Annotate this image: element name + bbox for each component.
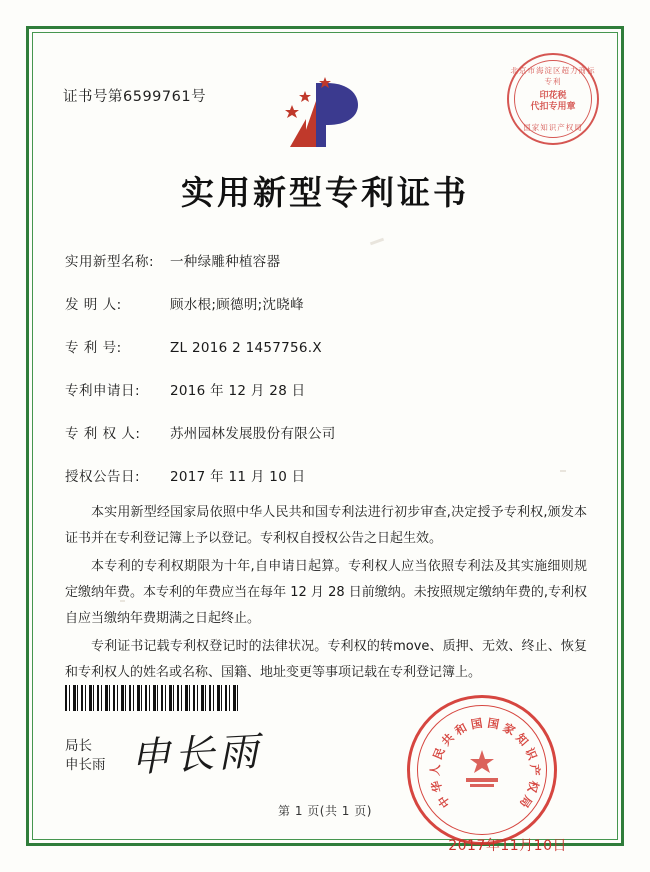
field-value: 2017 年 11 月 10 日 [170,469,306,485]
field-label: 发 明 人: [65,297,122,313]
patent-office-logo [270,75,380,155]
field-label: 专利申请日: [65,383,141,399]
barcode [65,685,240,711]
field-value: 顾水根;顾德明;沈晓峰 [170,297,304,313]
field-value: 一种绿雕种植容器 [170,254,281,270]
seal-ring-char: 识 [522,745,540,762]
field-row-utility-model-name [65,250,585,270]
seal-ring-char: 权 [524,779,542,795]
legal-paragraph: 本专利的专利权期限为十年,自申请日起算。专利权人应当依照专利法及其实施细则规定缴纳年费。本专利的年费应当在每年 12 月 28 日前缴纳。未按照规定缴纳年费的,专利权自应当缴纳年费期满之日起终止。 [65,559,587,626]
field-label: 实用新型名称: [65,254,155,270]
field-value: ZL 2016 2 1457756.X [170,340,322,356]
certificate-content [45,45,605,854]
legal-text-block [65,500,587,688]
seal-ring-char: 产 [527,763,543,777]
signature-title-line2: 申长雨 [65,757,106,773]
signature-title-block [65,737,106,775]
field-label: 专 利 号: [65,340,122,356]
page-title: 实用新型专利证书 [181,173,469,212]
field-row-inventor [65,293,585,313]
certificate-fields [65,250,585,508]
seal-arc-top: 北京市海淀区超力商标专利 [510,66,596,86]
field-row-grant-date [65,465,585,485]
field-row-application-date [65,379,585,399]
seal-ring-char: 国 [486,715,501,732]
page-footer: 第 1 页(共 1 页) [278,804,372,818]
field-row-patent-number [65,336,585,356]
certificate-number: 证书号第6599761号 [63,89,207,105]
seal-ring-char: 家 [500,720,518,739]
seal-ring-char: 共 [438,730,457,749]
seal-ring-char: 和 [452,720,470,739]
field-value: 苏州园林发展股份有限公司 [170,426,336,442]
legal-paragraph: 专利证书记载专利权登记时的法律状况。专利权的转move、质押、无效、终止、恢复和专利权人的姓名或名称、国籍、地址变更等事项记载在专利登记簿上。 [65,639,587,680]
seal-ring-char: 华 [428,779,446,795]
seal-ring-char: 人 [427,763,443,777]
signature-title-line1: 局长 [65,738,92,754]
seal-ring-char: 民 [430,745,448,762]
seal-date: 2017年11月10日 [448,838,567,854]
seal-ring-char: 知 [513,730,532,749]
field-value: 2016 年 12 月 28 日 [170,383,306,399]
handwritten-signature: 申长雨 [129,728,264,782]
seal-ring-char: 国 [469,715,484,732]
national-emblem-icon [454,744,510,796]
field-label: 专 利 权 人: [65,426,141,442]
seal-center-text: 印花税 代扣专用章 [530,91,576,112]
seal-ring-char: 局 [516,792,535,811]
seal-arc-bottom: 国家知识产权局 [523,123,583,132]
field-label: 授权公告日: [65,469,141,485]
seal-ring-char: 中 [435,792,454,811]
official-seal [407,695,557,845]
legal-paragraph: 本实用新型经国家局依照中华人民共和国专利法进行初步审查,决定授予专利权,颁发本证书并在专利登记簿上予以登记。专利权自授权公告之日起生效。 [65,505,587,546]
tax-stamp-seal [507,53,599,145]
field-row-patentee [65,422,585,442]
